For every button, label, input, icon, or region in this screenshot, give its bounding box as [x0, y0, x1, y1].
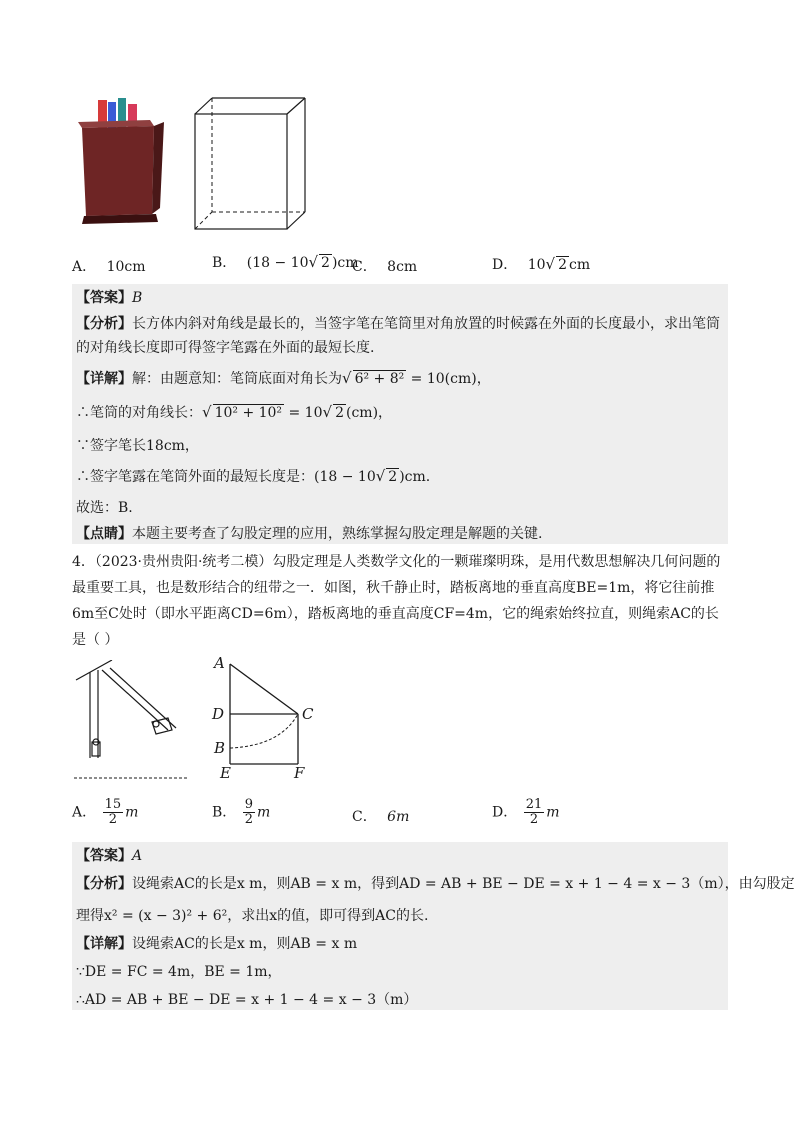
q4-stem-3: 6m至C处时（即水平距离CD=6m），踏板离地的垂直高度CF=4m，它的绳索始终拉直，则绳索AC的长	[72, 606, 719, 622]
pen-holder-photo	[72, 96, 172, 226]
q4-answer	[76, 846, 142, 866]
q3-detail-1: 【详解】解：由题意知：笔筒底面对角长为√ 6² + 8² = 10(cm)，	[76, 369, 491, 387]
cuboid-diagram	[190, 94, 310, 234]
q4-option-d-frac: $\frac{21}{2}$	[525, 797, 543, 827]
q4-option-a-unit: m	[125, 804, 139, 821]
option-d-pre: 10	[527, 257, 546, 273]
option-c	[352, 256, 417, 276]
q4-option-b-frac: $\frac{9}{2}$	[244, 797, 254, 827]
q3-comment	[76, 524, 542, 544]
option-b-open: (18 − 10	[246, 255, 309, 271]
point-b-label: B	[214, 739, 226, 757]
q3-detail-4: ∴签字笔露在笔筒外面的最短长度是：(18 − 10√ 2 )cm.	[76, 467, 431, 485]
q4-answer-label: 【答案】	[76, 848, 132, 864]
option-a-label: A．	[72, 259, 97, 275]
option-b-label: B．	[212, 255, 237, 271]
q4-option-c-label: C．	[352, 809, 377, 825]
detail-label: 【详解】	[76, 371, 132, 387]
q4-option-a	[72, 798, 138, 827]
q4-option-b-label: B．	[212, 804, 237, 821]
comment-text: 本题主要考查了勾股定理的应用，熟练掌握勾股定理是解题的关键.	[132, 526, 543, 542]
option-d-rad: 2	[558, 257, 567, 273]
q4-solution-block	[72, 842, 728, 1010]
q3-detail-3: ∵签字笔长18cm，	[76, 438, 199, 454]
q3-detail-2: ∴笔筒的对角线长：√ 10² + 10² = 10√ 2 (cm)，	[76, 403, 393, 421]
q4-option-b	[212, 798, 270, 827]
q4-option-c	[352, 806, 409, 826]
q4-detail-text-1: 设绳索AC的长是x m，则AB = x m	[132, 936, 358, 952]
geometry-diagram	[210, 652, 330, 782]
detail-text-2: ∴笔筒的对角线长：	[76, 405, 202, 421]
q4-detail-1	[76, 934, 357, 954]
option-d-unit: cm	[569, 257, 591, 273]
q4-stem-4: 是（ ）	[72, 632, 119, 648]
q4-option-a-frac: $\frac{15}{2}$	[104, 797, 122, 827]
q4-analysis-1	[76, 874, 795, 894]
q4-option-b-unit: m	[257, 804, 271, 821]
q4-option-a-label: A．	[72, 804, 97, 821]
q4-analysis-2: 理得x² = (x − 3)² + 6²，求出x的值，即可得到AC的长.	[76, 908, 429, 924]
detail-rad-2: 10² + 10²	[214, 405, 283, 421]
detail-text-4: ∴签字笔露在笔筒外面的最短长度是：	[76, 469, 314, 485]
option-b-close: )cm	[331, 255, 359, 271]
analysis-text-1: 长方体内斜对角线是最长的，当签字笔在笔筒里对角放置的时候露在外面的长度最小，求出笔筒	[132, 316, 720, 332]
option-b: B． (18 − 10√ 2 )cm	[212, 253, 359, 271]
q4-option-c-text: 6m	[387, 809, 410, 825]
q3-analysis-2: 的对角线长度即可得签字笔露在外面的最短长度.	[76, 340, 375, 356]
q4-detail-2: ∵DE = FC = 4m，BE = 1m，	[76, 964, 282, 980]
q4-option-d-unit: m	[546, 804, 560, 821]
q3-answer	[76, 288, 142, 308]
option-b-rad: 2	[321, 255, 330, 271]
point-e-label: E	[220, 764, 231, 782]
answer-value: B	[132, 290, 143, 306]
comment-label: 【点睛】	[76, 526, 132, 542]
detail-open-4: (18 − 10	[314, 469, 376, 485]
point-f-label: F	[294, 764, 305, 782]
q4-analysis-label: 【分析】	[76, 876, 132, 892]
q4-stem-1: 4．（2023·贵州贵阳·统考二模）勾股定理是人类数学文化的一颗璀璨明珠，是用代数思想解决几何问题的	[72, 554, 721, 570]
detail-mid-2: = 10	[284, 405, 323, 421]
option-c-text: 8cm	[387, 259, 418, 275]
point-a-label: A	[214, 654, 225, 672]
q3-detail-5: 故选：B.	[76, 500, 133, 516]
option-a	[72, 256, 146, 276]
q4-answer-value: A	[132, 848, 143, 864]
detail-post-1: = 10(cm)，	[406, 371, 491, 387]
q3-analysis-1	[76, 314, 720, 334]
detail-rad-1: 6² + 8²	[354, 371, 405, 387]
q4-detail-3: ∴AD = AB + BE − DE = x + 1 − 4 = x − 3（m）	[76, 992, 418, 1008]
detail-rad-2b: 2	[335, 405, 344, 421]
option-d-label: D．	[492, 257, 518, 273]
option-c-label: C．	[352, 259, 377, 275]
analysis-label: 【分析】	[76, 316, 132, 332]
q4-option-d	[492, 798, 560, 827]
detail-text-1: 解：由题意知：笔筒底面对角长为	[132, 371, 342, 387]
swing-sketch	[72, 660, 192, 785]
detail-rad-4: 2	[388, 469, 398, 485]
option-a-text: 10cm	[106, 259, 146, 275]
q4-analysis-text-1: 设绳索AC的长是x m，则AB = x m，得到AD = AB + BE − DE = x + 1 − 4 = x − 3（m），由勾股定	[132, 876, 795, 892]
detail-close-4: )cm.	[399, 469, 431, 485]
detail-post-2: (cm)，	[345, 405, 393, 421]
q4-stem-2: 最重要工具，也是数形结合的纽带之一．如图，秋千静止时，踏板离地的垂直高度BE=1m，将它往前推	[72, 580, 715, 596]
point-d-label: D	[212, 705, 225, 723]
point-c-label: C	[302, 705, 314, 723]
q4-option-d-label: D．	[492, 804, 518, 821]
answer-label: 【答案】	[76, 290, 132, 306]
option-d: D． 10√ 2 cm	[492, 255, 591, 273]
q4-detail-label: 【详解】	[76, 936, 132, 952]
